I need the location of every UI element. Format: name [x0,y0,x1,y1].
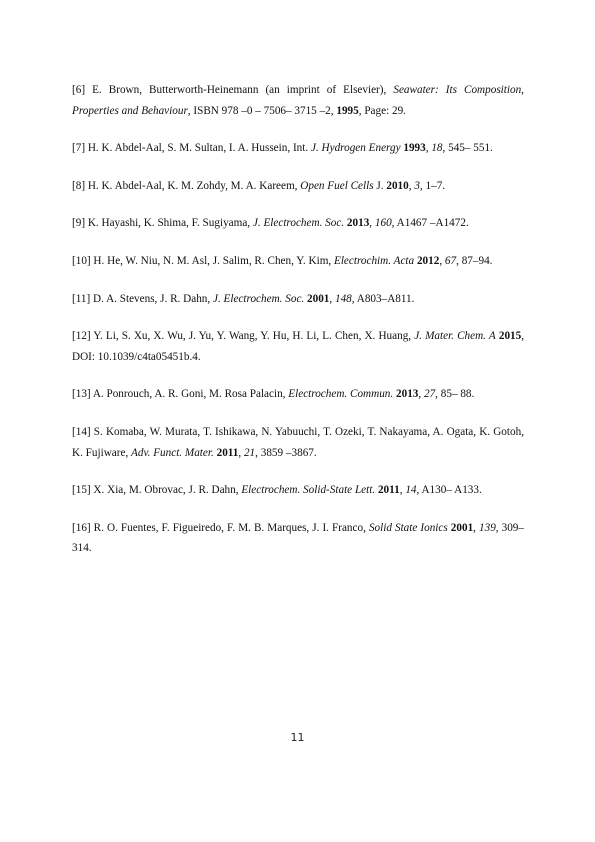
page-number: 11 [290,731,305,744]
reference-bold-text: 2015 [498,330,522,343]
reference-bold-text: 2012 [416,254,440,267]
reference-italic-text: J. Mater. Chem. A [414,330,496,343]
reference-text: , [329,292,335,305]
reference-italic-text: 14 [405,484,417,497]
reference-entry [72,480,524,501]
reference-entry [72,213,524,234]
reference-text: , [408,179,415,192]
reference-bold-text: 2001 [307,292,330,305]
reference-text: , 1–7. [419,179,446,192]
reference-entry [72,176,524,197]
reference-bold-text: 2013 [396,388,419,401]
reference-text: , Page: 29. [358,104,406,117]
reference-bold-text: 2013 [346,217,370,230]
reference-italic-text: 27 [423,388,436,401]
reference-entry [72,80,524,121]
reference-italic-text: 3 [414,179,420,192]
reference-italic-text: J. Electrochem. Soc. [212,292,305,305]
reference-bold-text: 1995 [336,104,359,117]
reference-text: , [439,254,445,267]
reference-entry [72,251,524,272]
reference-text: , [425,142,432,155]
reference-italic-text: Electrochem. Commun. [288,388,394,401]
reference-entry [72,422,524,463]
reference-text: , ISBN 978 –0 – 7506– 3715 –2, [187,104,337,117]
reference-bold-text: 1993 [403,142,426,155]
reference-italic-text: 160 [374,217,392,230]
reference-text: [12] Y. Li, S. Xu, X. Wu, J. Yu, Y. Wang, Y. Hu, H. Li, L. Chen, X. Huang, [72,330,415,343]
reference-text: [16] R. O. Fuentes, F. Figueiredo, F. M. B. Marques, J. I. Franco, [72,521,369,534]
reference-text: , [369,217,375,230]
reference-bold-text: 2010 [386,179,409,192]
reference-text: , [418,388,424,401]
reference-text: J. [373,179,387,192]
reference-text: [7] H. K. Abdel-Aal, S. M. Sultan, I. A. Hussein, Int. [72,142,311,155]
reference-bold-text: 2011 [216,446,239,459]
reference-entry [72,326,524,367]
reference-text: , [238,446,244,459]
reference-italic-text: 21 [243,446,256,459]
reference-text: [13] A. Ponrouch, A. R. Goni, M. Rosa Palacin, [72,388,289,401]
reference-text: [15] X. Xia, M. Obrovac, J. R. Dahn, [72,484,242,497]
reference-text: , A1467 –A1472. [391,217,469,230]
reference-text: [11] D. A. Stevens, J. R. Dahn, [72,292,213,305]
reference-text: , 545– 551. [442,142,493,155]
reference-entry [72,518,524,559]
reference-text: [6] E. Brown, Butterworth-Heinemann (an imprint of Elsevier), [72,84,394,96]
reference-text: , 85– 88. [435,388,475,401]
reference-text: [10] H. He, W. Niu, N. M. Asl, J. Salim, R. Chen, Y. Kim, [72,254,334,267]
reference-entry [72,384,524,405]
reference-italic-text: Electrochem. Solid-State Lett. [241,484,376,497]
reference-italic-text: Solid State Ionics [368,521,448,534]
reference-italic-text: 67 [444,254,457,267]
reference-text: , [399,484,406,497]
reference-text: , 87–94. [456,254,493,267]
reference-text: , A803–A811. [351,292,415,305]
reference-text: [14] S. Komaba, W. Murata, T. Ishikawa, N. Yabuuchi, T. Ozeki, T. Nakayama, A. Ogata, K. Gotoh, K. Fujiware, [72,425,524,459]
reference-italic-text: 18 [431,142,443,155]
reference-italic-text: J. Hydrogen Energy [310,142,401,155]
reference-text: , A130– A133. [416,484,482,497]
reference-entry [72,289,524,310]
reference-text: , 309– 314. [72,521,524,555]
reference-italic-text: Adv. Funct. Mater. [131,446,214,459]
reference-bold-text: 2001 [450,521,474,534]
reference-entry [72,138,524,159]
reference-italic-text: J. Electrochem. Soc. [252,217,345,230]
reference-text: , DOI: 10.1039/c4ta05451b.4. [72,330,525,363]
reference-text: , [473,521,479,534]
reference-bold-text: 2011 [377,484,400,497]
reference-italic-text: Open Fuel Cells [300,179,374,192]
reference-italic-text: 148 [334,292,352,305]
reference-list [72,80,524,576]
reference-text: [9] K. Hayashi, K. Shima, F. Sugiyama, [72,217,253,230]
reference-text: [8] H. K. Abdel-Aal, K. M. Zohdy, M. A. Kareem, [72,179,301,192]
reference-italic-text: 139 [479,521,496,534]
reference-text: , 3859 –3867. [255,446,317,459]
reference-italic-text: Electrochim. Acta [333,254,415,267]
reference-italic-text: Seawater: Its Composition, Properties and Behaviour [72,84,524,117]
